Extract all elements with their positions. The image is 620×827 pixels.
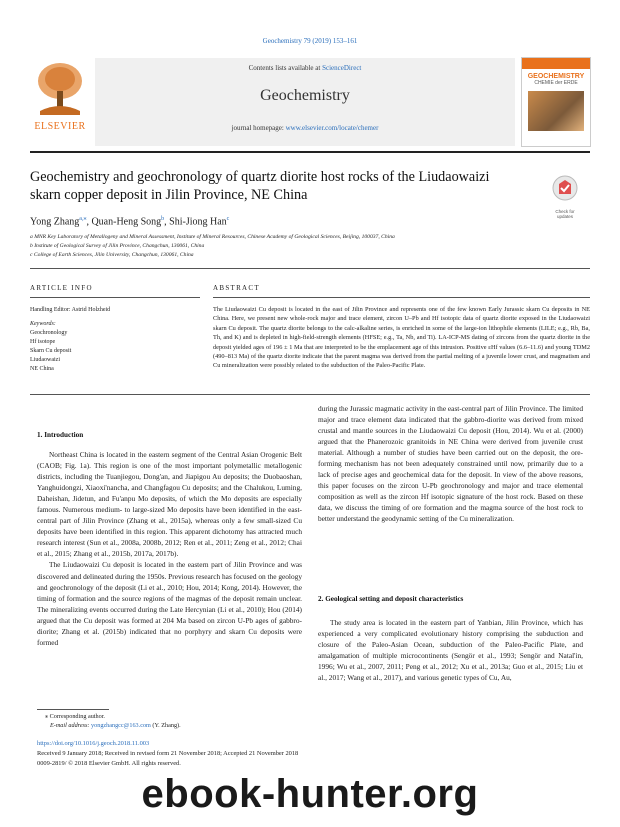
journal-name: Geochemistry: [260, 87, 350, 104]
author-name[interactable]: Yong Zhang: [30, 216, 80, 228]
author-affiliation-mark[interactable]: a,⁎: [79, 216, 87, 222]
body-column-right-bottom: [318, 617, 583, 683]
keyword: Skarn Cu deposit: [30, 348, 72, 354]
email-prefix: E-mail address:: [50, 722, 92, 729]
author-name[interactable]: Quan-Heng Song: [91, 216, 162, 228]
check-updates-label: Check for updates: [555, 209, 575, 219]
sciencedirect-link[interactable]: ScienceDirect: [322, 64, 362, 72]
body-paragraph: during the Jurassic magmatic activity in the east-central part of Jilin Province. The limited major and trace element data indicated that the gabbro-diorite was derived from mixed crustal and mantle sources in the Liudaowaizi Cu deposit (Hou, 2014). Wu et al. (2000) argued that the Phanerozoic granitoids in NE China were derived from juvenile crust material. Although a number of studies have been carried out on the deposit, the ore-forming mechanism has not been adequately constrained until now, primarily due to a lack of precise ages and geochemical data for the deposit. In view of the above reasons, this paper focuses on the zircon U-Pb geochronology and major and trace elemental composition as well as the zircon Hf isotopic signature of the host rock. Based on these data, we discuss the timing of ore formation and the magma source of the host rock to better understand the geodynamic setting of the Cu mineralization.: [318, 404, 583, 524]
received-dates: Received 9 January 2018; Received in revised form 21 November 2018; Accepted 21 November 2018: [37, 750, 299, 757]
author-affiliation-mark[interactable]: b: [161, 216, 165, 222]
keyword: NE China: [30, 366, 54, 372]
author-list: Yong Zhang$^{a,⁎}$, Quan-Heng Song$^b$, Shi-Jiong Han$^c$: [30, 216, 230, 228]
cover-title: GEOCHEMISTRY: [527, 73, 585, 80]
abstract-rule: [213, 297, 590, 298]
keyword: Liudaowaizi: [30, 357, 60, 363]
cover-subtitle: CHEMIE der ERDE: [534, 80, 578, 86]
author-name[interactable]: Shi-Jiong Han: [169, 216, 227, 228]
article-info-heading: ARTICLE INFO: [30, 284, 93, 292]
footnote-rule: [37, 709, 109, 710]
keywords-label: Keywords:: [30, 321, 56, 327]
email-footnote: [50, 722, 181, 729]
email-link[interactable]: yongzhangcc@163.com: [91, 722, 151, 729]
check-for-updates-badge[interactable]: [548, 174, 582, 218]
contents-prefix: Contents lists available at: [248, 64, 323, 72]
doi-link[interactable]: https://doi.org/10.1016/j.geoch.2018.11.003: [37, 740, 150, 747]
homepage-prefix: journal homepage:: [231, 124, 286, 132]
abstract-heading: ABSTRACT: [213, 284, 260, 292]
affiliation-rule: [30, 268, 590, 269]
body-column-right-top: [318, 403, 583, 525]
body-column-left: [37, 449, 302, 648]
elsevier-logo: [30, 57, 90, 135]
affiliation: b Institute of Geological Survey of Jilin Province, Changchun, 130061, China: [30, 243, 205, 249]
article-title: Geochemistry and geochronology of quartz diorite host rocks of the Liudaowaizi skarn copper deposit in Jilin Province, NE China: [30, 169, 490, 203]
watermark: ebook-hunter.org: [141, 772, 479, 816]
header-rule: [30, 151, 590, 153]
corresponding-author-note: ⁎ Corresponding author.: [45, 713, 105, 720]
body-paragraph: The Liudaowaizi Cu deposit is located in the eastern part of Jilin Province and was discovered and delineated during the 1950s. Previous research has focused on the geology and geochronology of the deposit (Li et al., 2010; Hou, 2014; Kong, 2014). However, the timing of formation and the source regions of the magmas of the deposit remain unclear. The mineralizing events occurred during the Late Hercynian (Li et al., 2010); Hou (2014) argued that the Cu deposit was formed at 204 Ma based on zircon U-Pb ages of gabbro-diorite; Zhang et al. (2015b) indicated that no porphyry and skarn Cu deposits were formed: [37, 560, 302, 647]
cover-picture: [528, 91, 584, 131]
abstract-text: The Liudaowaizi Cu deposit is located in the east of Jilin Province and represents one of the few known Early Jurassic skarn Cu deposits in NE China. Here, we present new whole-rock major and trace element, zircon U–Pb and Hf isotopic data of quartz diorite exposed in the Liudaowaizi skarn Cu deposit. The quartz diorite belongs to the calc-alkaline series, is enriched in some of the large-ion lithophile elements (LILE; e.g., Rb, Ba, Th, and K) and is depleted in high-field-strength elements (HFSE; e.g., Ta, Nb, and Ti). LA-ICP-MS dating of zircons from the quartz diorite in the deposit yielded ages of 196 ± 1 Ma that are interpreted to be the emplacement age of this intrusion. Positive εHf values (6.6–11.6) and young TDM2 (490–813 Ma) of the quartz diorite indicate that the parent magma was derived from the partial melting of a juvenile lower crust, and magmatism and Cu mineralization were possibly related to the subduction of the Paleo-Pacific Plate.: [213, 306, 590, 370]
keyword: Geochronology: [30, 330, 68, 336]
contents-line: [95, 64, 515, 72]
article-info-rule: [30, 297, 200, 298]
author-affiliation-mark[interactable]: c: [226, 216, 230, 222]
abstract-end-rule: [30, 394, 590, 395]
affiliation: a MNR Key Laboratory of Metallogeny and Mineral Assessment, Institute of Mineral Resources, Chinese Academy of Geological Sciences, Beijing, 100037, China: [30, 234, 395, 240]
homepage-link[interactable]: www.elsevier.com/locate/chemer: [285, 124, 379, 132]
elsevier-wordmark: ELSEVIER: [34, 121, 86, 132]
section-heading-introduction: 1. Introduction: [37, 431, 84, 439]
check-updates-icon: [548, 174, 582, 204]
issn-copyright: 0009-2819/ © 2018 Elsevier GmbH. All rights reserved.: [37, 760, 181, 767]
section-heading-geological-setting: 2. Geological setting and deposit characteristics: [318, 595, 464, 603]
cover-top-strip: [522, 58, 590, 69]
journal-citation[interactable]: Geochemistry 79 (2019) 153–161: [262, 37, 358, 45]
handling-editor: Handling Editor: Astrid Holzheid: [30, 307, 111, 313]
journal-cover-image[interactable]: [521, 57, 591, 147]
body-paragraph: The study area is located in the eastern part of Yanbian, Jilin Province, which has experienced a very complicated evolutionary history comprising the subduction and closure of the Paleo-Asian Ocean, subduction of the Paleo-Pacific Plate, and amalgamation of multiple microcontinents (Sengör et al., 1993; Sengör and Natal'in, 1996; Wu et al., 2007, 2011; Peng et al., 2012; Xu et al., 2013a; Guo et al., 2015; Liu et al., 2017; Wang et al., 2017), and various genetic types of Cu, Au,: [318, 618, 583, 683]
email-suffix: (Y. Zhang).: [150, 722, 181, 729]
keyword: Hf isotope: [30, 339, 56, 345]
affiliation: c College of Earth Sciences, Jilin University, Changchun, 130061, China: [30, 252, 194, 258]
journal-homepage: [95, 124, 515, 132]
body-paragraph: Northeast China is located in the eastern segment of the Central Asian Orogenic Belt (CAOB; Fig. 1a). This region is one of the most important polymetallic metallogenic districts, including the Tuanjiegou, Dong'an, and Jiapigou Au deposits; the Duobaoshan, Yanghuidongzi, Xiaoxi'nancha, and Changfagou Cu deposits; and the Chalukou, Luming, Daheishan, Jidetun, and Fu'anpu Mo deposits, of which the Mo deposits are especially famous. Numerous medium- to large-sized Mo deposits have been identified in the east-central part of Jilin Province (Zhang et al., 2015a), whereas only a few small-sized Cu deposits have been identified in this region. This apparent dichotomy has attracted much research interest (Sun et al., 2008a, 2008b, 2012; Ren et al., 2011; Zeng et al., 2012; Chai et al., 2015; Zhang et al., 2015b, 2017a, 2017b).: [37, 450, 302, 559]
